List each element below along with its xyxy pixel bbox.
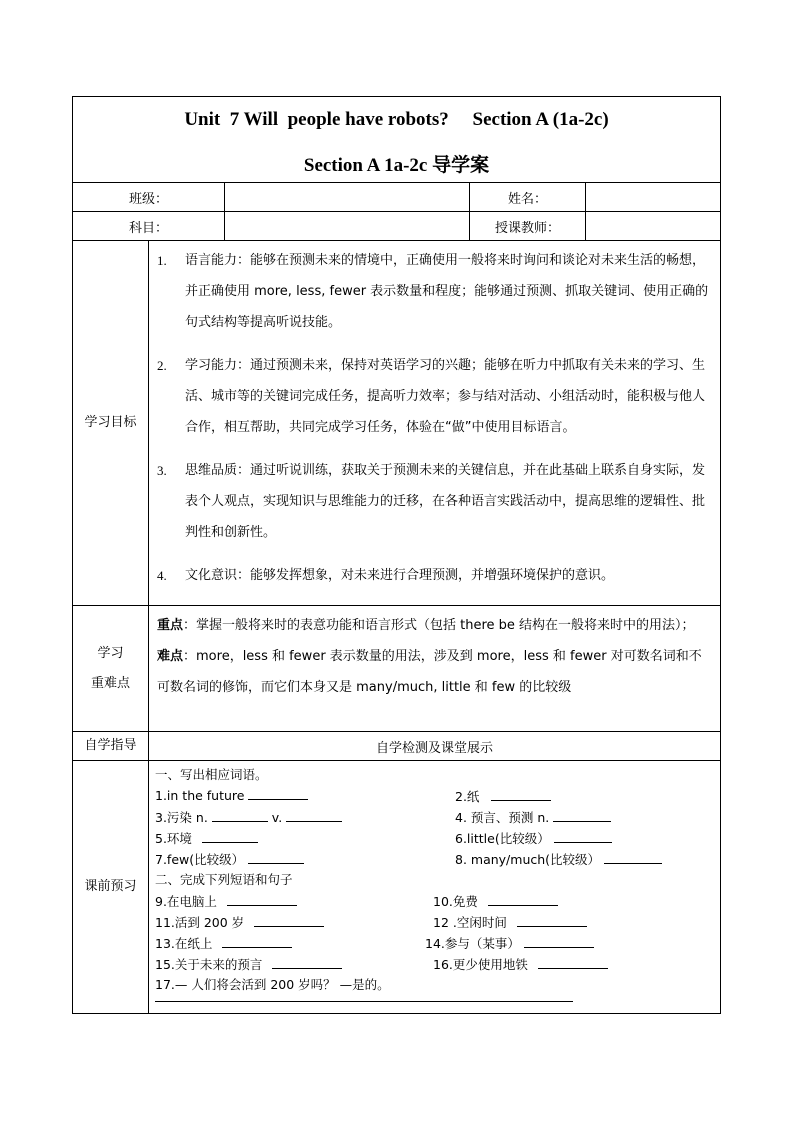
question-12-text: 12 .空闲时间 <box>433 915 507 930</box>
question-12 <box>433 913 587 931</box>
objective-item <box>157 560 710 591</box>
answer-blank[interactable] <box>222 935 292 948</box>
section-heading: 一、写出相应词语。 <box>155 767 268 782</box>
objective-number: 3. <box>157 463 167 478</box>
question-10 <box>433 892 558 910</box>
answer-blank[interactable] <box>554 830 612 843</box>
objective-text: 思维品质：通过听说训练，获取关于预测未来的关键信息，并在此基础上联系自身实际，发表个人观点，实现知识与思维能力的迁移，在各种语言实践活动中，提高思维的逻辑性、批判性和创新性。 <box>185 463 706 540</box>
question-17: 17.— 人们将会活到 200 岁吗？ —是的。 <box>155 977 390 992</box>
answer-blank[interactable] <box>524 935 594 948</box>
objective-number: 2. <box>157 358 167 373</box>
question-16-text: 16.更少使用地铁 <box>433 957 528 972</box>
answer-blank[interactable] <box>488 893 558 906</box>
question-1 <box>155 787 308 803</box>
question-10-text: 10.免费 <box>433 894 478 909</box>
answer-blank[interactable] <box>286 809 342 822</box>
difficult-point-label: 难点 <box>157 649 184 664</box>
question-8 <box>455 850 662 868</box>
question-6 <box>455 829 612 847</box>
question-15 <box>155 955 342 973</box>
objective-item <box>157 245 710 338</box>
answer-blank[interactable] <box>538 956 608 969</box>
preview-content <box>149 761 720 1007</box>
objective-number: 1. <box>157 253 167 268</box>
key-point-text: ：掌握一般将来时的表意功能和语言形式（包括 there be 结构在一般将来时中的用法）； <box>183 618 695 633</box>
worksheet-table <box>72 96 721 1014</box>
teacher-label: 授课教师： <box>470 212 586 240</box>
answer-blank[interactable] <box>517 914 587 927</box>
question-4 <box>455 808 611 826</box>
difficult-point <box>157 641 712 703</box>
question-2-text: 2.纸 <box>455 789 480 804</box>
difficult-point-text: ：more，less 和 fewer 表示数量的用法，涉及到 more，less 和 fewer 对可数名词和不可数名词的修饰，而它们本身又是 many/much, little 和 few 的比较级 <box>157 649 702 695</box>
keypoints-label <box>73 606 149 731</box>
answer-line[interactable] <box>155 989 573 1002</box>
question-8-text: 8. many/much(比较级） <box>455 852 601 867</box>
objective-text: 文化意识：能够发挥想象，对未来进行合理预测，并增强环境保护的意识。 <box>185 568 615 583</box>
question-3 <box>155 808 342 826</box>
objective-number: 4. <box>157 568 167 583</box>
question-11 <box>155 913 324 931</box>
question-4-text: 4. 预言、预测 n. <box>455 810 550 825</box>
preview-label: 课前预习 <box>73 761 149 1013</box>
class-field[interactable] <box>225 183 470 211</box>
objective-text: 学习能力：通过预测未来，保持对英语学习的兴趣；能够在听力中抓取有关未来的学习、生活、城市等的关键词完成任务，提高听力效率；参与结对活动、小组活动时，能积极与他人合作，相互帮助，共同完成学习任务，体验在“做”中使用目标语言。 <box>185 358 706 435</box>
guide-title: 自学检测及课堂展示 <box>375 740 493 756</box>
question-9 <box>155 892 297 910</box>
page-title: Unit 7 Will people have robots? Section A (1a-2c) <box>184 109 609 130</box>
guide-label: 自学指导 <box>73 732 149 760</box>
keypoints-label-line2: 重难点 <box>90 675 130 691</box>
question-3-verb: v. <box>271 810 283 825</box>
question-13-text: 13.在纸上 <box>155 936 213 951</box>
objective-item <box>157 455 710 548</box>
answer-blank[interactable] <box>248 787 308 800</box>
question-2 <box>455 787 551 805</box>
answer-blank[interactable] <box>491 788 551 801</box>
objective-text: 语言能力：能够在预测未来的情境中，正确使用一般将来时询问和谈论对未来生活的畅想，并正确使用 more, less, fewer 表示数量和程度；能够通过预测、抓取关键词、使用正确的句式结构等提高听说技能。 <box>185 253 709 330</box>
keypoints-row <box>73 606 720 732</box>
objectives-row <box>73 241 720 606</box>
question-5 <box>155 829 258 847</box>
answer-blank[interactable] <box>212 809 268 822</box>
question-16 <box>433 955 608 973</box>
keypoints-content <box>149 606 720 731</box>
question-7-text: 7.few(比较级） <box>155 852 245 867</box>
answer-blank[interactable] <box>553 809 611 822</box>
answer-blank[interactable] <box>248 851 304 864</box>
teacher-field[interactable] <box>586 212 720 240</box>
class-label: 班级： <box>73 183 225 211</box>
question-9-text: 9.在电脑上 <box>155 894 217 909</box>
preview-row <box>73 761 720 1013</box>
subject-field[interactable] <box>225 212 470 240</box>
info-row-subject <box>73 212 720 241</box>
section-heading: 二、完成下列短语和句子 <box>155 872 293 887</box>
answer-blank[interactable] <box>202 830 258 843</box>
answer-blank[interactable] <box>272 956 342 969</box>
question-11-text: 11.活到 200 岁 <box>155 915 245 930</box>
question-5-text: 5.环境 <box>155 831 192 846</box>
answer-blank[interactable] <box>254 914 324 927</box>
subject-label: 科目： <box>73 212 225 240</box>
page-subtitle: Section A 1a-2c 导学案 <box>303 155 490 176</box>
objectives-list <box>149 241 720 605</box>
objective-item <box>157 350 710 443</box>
key-point <box>157 610 712 641</box>
objectives-label: 学习目标 <box>73 241 149 605</box>
answer-blank[interactable] <box>227 893 297 906</box>
title-block <box>73 97 720 183</box>
question-15-text: 15.关于未来的预言 <box>155 957 263 972</box>
question-6-text: 6.little(比较级） <box>455 831 550 846</box>
question-3-text: 3.污染 n. <box>155 810 208 825</box>
name-field[interactable] <box>586 183 720 211</box>
keypoints-label-line1: 学习 <box>97 645 124 661</box>
answer-blank[interactable] <box>604 851 662 864</box>
name-label: 姓名： <box>470 183 586 211</box>
question-14 <box>425 934 594 952</box>
question-7 <box>155 850 304 868</box>
question-13 <box>155 934 292 952</box>
key-point-label: 重点 <box>157 618 184 633</box>
question-14-text: 14.参与（某事） <box>425 936 520 951</box>
info-row-class <box>73 183 720 212</box>
question-1-text: 1.in the future <box>155 788 245 803</box>
guide-row <box>73 732 720 761</box>
